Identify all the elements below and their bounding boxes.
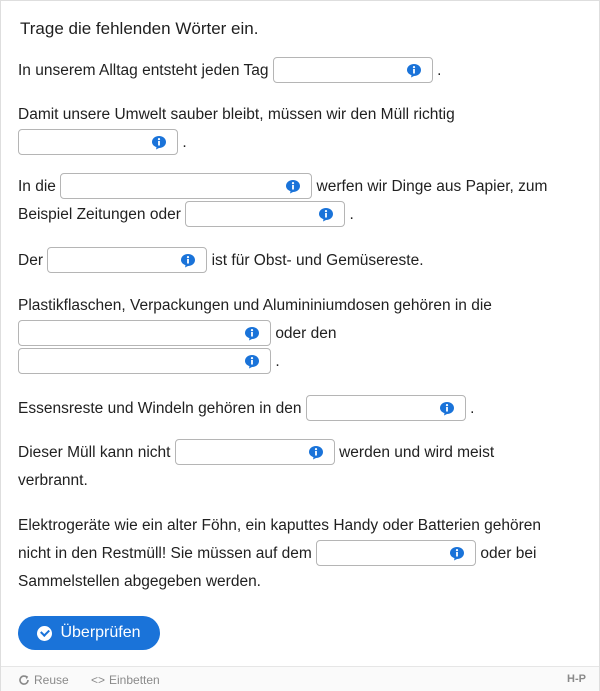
- text: In unserem Alltag entsteht jeden Tag: [18, 62, 269, 80]
- reuse-icon: [18, 674, 30, 686]
- sentence-3: [18, 173, 584, 229]
- sentence-7: [18, 439, 584, 495]
- text: oder bei: [480, 545, 537, 563]
- sentence-1: [18, 57, 584, 85]
- gap-9[interactable]: [175, 439, 335, 465]
- embed-label: Einbetten: [109, 673, 160, 687]
- gap-4[interactable]: [185, 201, 345, 227]
- info-tip-icon[interactable]: [180, 253, 196, 268]
- text: Plastikflaschen, Verpackungen und Alumininiumdosen gehören in die: [18, 297, 492, 314]
- info-tip-icon[interactable]: [244, 326, 260, 341]
- info-tip-icon[interactable]: [439, 401, 455, 416]
- text: .: [349, 206, 354, 224]
- h5p-logo[interactable]: [567, 673, 586, 685]
- text: .: [470, 400, 475, 418]
- gap-2[interactable]: [18, 129, 178, 155]
- sentence-8: [18, 512, 584, 596]
- text: werfen wir Dinge aus Papier, zum: [316, 178, 548, 196]
- text: verbrannt.: [18, 472, 88, 490]
- text: Elektrogeräte wie ein alter Föhn, ein kaputtes Handy oder Batterien gehören: [18, 517, 542, 534]
- info-tip-icon[interactable]: [151, 135, 167, 150]
- text: werden und wird meist: [339, 444, 495, 462]
- gap-8[interactable]: [306, 395, 466, 421]
- check-button-label: Überprüfen: [60, 624, 141, 641]
- text: Dieser Müll kann nicht: [18, 444, 171, 462]
- gap-7[interactable]: [18, 348, 271, 374]
- task-title: Trage die fehlenden Wörter ein.: [20, 19, 259, 38]
- sentence-6: [18, 395, 584, 423]
- gap-1[interactable]: [273, 57, 433, 83]
- text: .: [275, 353, 280, 371]
- text: Beispiel Zeitungen oder: [18, 206, 181, 224]
- gap-3[interactable]: [60, 173, 312, 199]
- text: Sammelstellen abgegeben werden.: [18, 573, 261, 591]
- sentence-5: [18, 292, 584, 376]
- text: Essensreste und Windeln gehören in den: [18, 400, 302, 418]
- text: oder den: [275, 325, 337, 343]
- sentence-4: [18, 247, 584, 275]
- footer-bar: [1, 666, 599, 691]
- text: .: [437, 62, 442, 80]
- gap-input[interactable]: [19, 349, 270, 373]
- info-tip-icon[interactable]: [318, 207, 334, 222]
- check-button[interactable]: [18, 616, 160, 650]
- info-tip-icon[interactable]: [244, 354, 260, 369]
- code-icon: <>: [91, 673, 106, 687]
- reuse-link[interactable]: [18, 673, 69, 687]
- h5p-logo-text: H-P: [567, 673, 586, 685]
- info-tip-icon[interactable]: [406, 63, 422, 78]
- gap-6[interactable]: [18, 320, 271, 346]
- text: ist für Obst- und Gemüsereste.: [211, 252, 424, 270]
- text: In die: [18, 178, 56, 196]
- gap-input[interactable]: [61, 174, 311, 198]
- info-tip-icon[interactable]: [285, 179, 301, 194]
- text: nicht in den Restmüll! Sie müssen auf dem: [18, 545, 312, 563]
- reuse-label: Reuse: [34, 673, 69, 687]
- text: Damit unsere Umwelt sauber bleibt, müssen wir den Müll richtig: [18, 106, 455, 123]
- gap-5[interactable]: [47, 247, 207, 273]
- sentence-2: [18, 101, 584, 157]
- gap-10[interactable]: [316, 540, 476, 566]
- embed-link[interactable]: [91, 673, 160, 687]
- text: Der: [18, 252, 43, 270]
- info-tip-icon[interactable]: [308, 445, 324, 460]
- text: .: [182, 134, 187, 152]
- check-circle-icon: [37, 626, 52, 641]
- info-tip-icon[interactable]: [449, 546, 465, 561]
- gap-input[interactable]: [19, 321, 270, 345]
